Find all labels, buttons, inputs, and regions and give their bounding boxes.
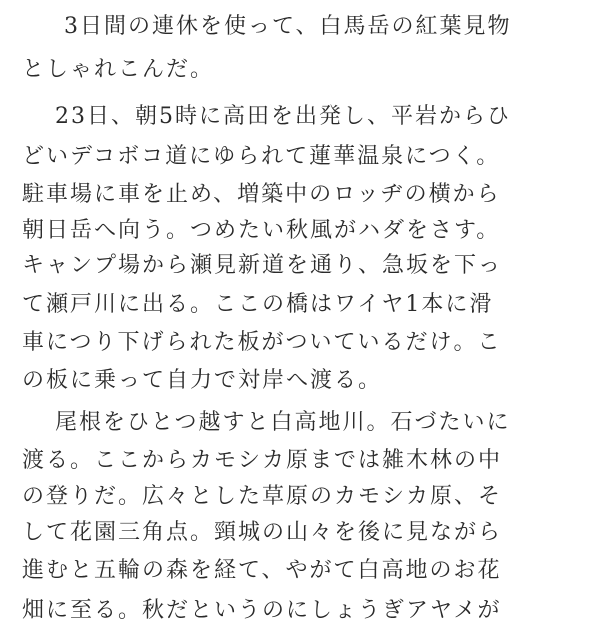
text-line: の板に乗って自力で対岸へ渡る。 bbox=[22, 368, 383, 393]
text-line: 渡る。ここからカモシカ原までは雑木林の中 bbox=[22, 448, 503, 473]
text-line: の登りだ。広々とした草原のカモシカ原、そ bbox=[22, 484, 503, 509]
text-line: どいデコボコ道にゆられて蓮華温泉につく。 bbox=[22, 144, 501, 169]
text-line: 朝日岳へ向う。つめたい秋風がハダをさす。 bbox=[22, 218, 501, 243]
text-line: 尾根をひとつ越すと白高地川。石づたいに bbox=[55, 410, 511, 435]
text-line: 3日間の連休を使って、白馬岳の紅葉見物 bbox=[64, 14, 512, 39]
text-line: 畑に至る。秋だというのにしょうぎアヤメが bbox=[22, 598, 502, 623]
text-line: 進むと五輪の森を経て、やがて白高地のお花 bbox=[22, 558, 502, 583]
text-line: て瀬戸川に出る。ここの橋はワイヤ1本に滑 bbox=[22, 292, 494, 317]
text-line: 23日、朝5時に高田を出発し、平岩からひ bbox=[55, 104, 511, 129]
text-line: 車につり下げられた板がついているだけ。こ bbox=[22, 330, 502, 355]
text-line: キャンプ場から瀬見新道を通り、急坂を下っ bbox=[22, 253, 503, 278]
text-line: して花園三角点。頸城の山々を後に見ながら bbox=[22, 520, 503, 545]
text-line: としゃれこんだ。 bbox=[22, 57, 215, 82]
text-line: 駐車場に車を止め、増築中のロッヂの横から bbox=[22, 182, 501, 207]
